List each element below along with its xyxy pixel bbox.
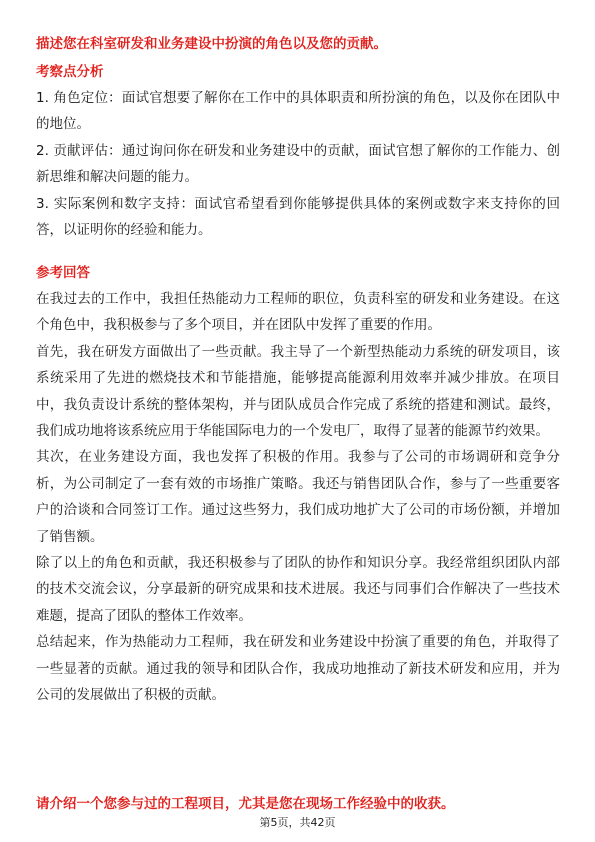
answer-paragraph: 在我过去的工作中，我担任热能动力工程师的职位，负责科室的研发和业务建设。在这个角色中，我积极参与了多个项目，并在团队中发挥了重要的作用。 bbox=[36, 291, 560, 334]
analysis-item: 1. 角色定位：面试官想要了解你在工作中的具体职责和所扮演的角色，以及你在团队中的地位。 bbox=[36, 90, 560, 133]
answer-paragraph: 除了以上的角色和贡献，我还积极参与了团队的协作和知识分享。我经常组织团队内部的技术交流会议，分享最新的研究成果和技术进展。我还与同事们合作解决了一些技术难题，提高了团队的整体工作效率。 bbox=[36, 555, 560, 624]
answer-paragraph: 其次，在业务建设方面，我也发挥了积极的作用。我参与了公司的市场调研和竞争分析，为公司制定了一套有效的市场推广策略。我还与销售团队合作，参与了一些重要客户的洽谈和合同签订工作。通过这些努力，我们成功地扩大了公司的市场份额，并增加了销售额。 bbox=[36, 449, 560, 545]
analysis-section-title: 考察点分析 bbox=[36, 64, 104, 80]
analysis-item: 3. 实际案例和数字支持：面试官希望看到你能够提供具体的案例或数字来支持你的回答，以证明你的经验和能力。 bbox=[36, 195, 560, 239]
answer-body bbox=[36, 286, 560, 709]
next-question-heading: 请介绍一个您参与过的工程项目，尤其是您在现场工作经验中的收获。 bbox=[36, 796, 455, 812]
analysis-item: 2. 贡献评估：通过询问你在研发和业务建设中的贡献，面试官想了解你的工作能力、创新思维和解决问题的能力。 bbox=[36, 142, 560, 186]
answer-paragraph: 首先，我在研发方面做出了一些贡献。我主导了一个新型热能动力系统的研发项目，该系统采用了先进的燃烧技术和节能措施，能够提高能源利用效率并减少排放。在项目中，我负责设计系统的整体架构，并与团队成员合作完成了系统的搭建和测试。最终，我们成功地将该系统应用于华能国际电力的一个发电厂，取得了显著的能源节约效果。 bbox=[36, 343, 560, 440]
answer-paragraph: 总结起来，作为热能动力工程师，我在研发和业务建设中扮演了重要的角色，并取得了一些显著的贡献。通过我的领导和团队合作，我成功地推动了新技术研发和应用，并为公司的发展做出了积极的贡献。 bbox=[36, 634, 560, 704]
answer-section-title: 参考回答 bbox=[36, 265, 90, 281]
question-heading: 描述您在科室研发和业务建设中扮演的角色以及您的贡献。 bbox=[36, 36, 387, 52]
page-number: 第5页，共42页 bbox=[259, 816, 336, 829]
analysis-list bbox=[36, 85, 560, 243]
